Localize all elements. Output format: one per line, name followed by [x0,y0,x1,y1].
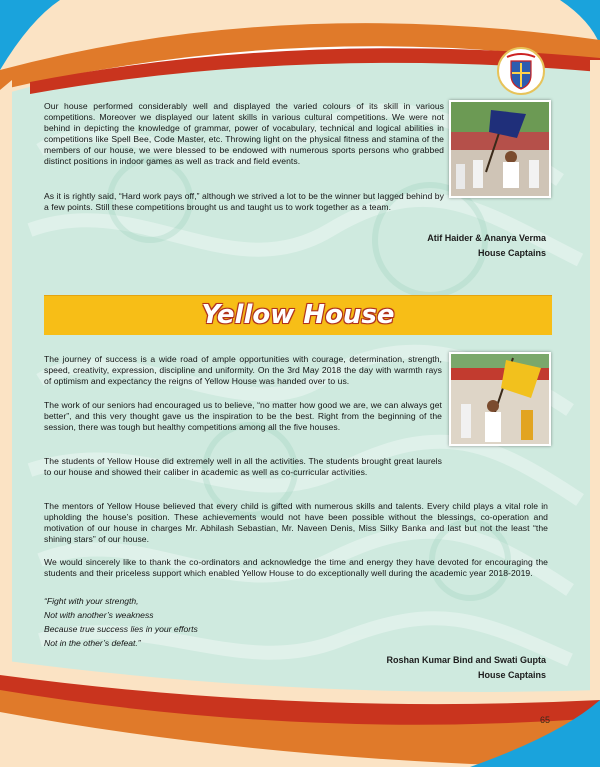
top-paragraph-2: As it is rightly said, “Hard work pays off,” although we strived a lot to be the winner but lagged behind by a few points. Still these competitions brought us and taught us to work together as a team. [44,191,444,212]
page-number: 65 [540,715,551,725]
top-paragraph-1: Our house performed considerably well and displayed the varied colours of its skill in various competitions. Moreover we displayed our latent skills in various cultural competitions. We were not behind in depicting the knowledge of grammar, power of vocabulary, technical and logical abilities in competitions like Spell Bee, Code Master, etc. Throwing light on the physical fitness and stamina of the members of our house, we were blessed to be endowed with numerous sports persons who grabbed distinct positions in indoor games as well as track and field events. [44,101,444,166]
quote-line-2: Not with another’s weakness [44,610,154,620]
yellow-paragraph-4: The mentors of Yellow House believed that every child is gifted with numerous skills and talents. Every child plays a vital role in upholding the house’s position. These achievements would not have been possible without the blessings, co-operation and motivation of our house in charges Mr. Abhilash Sebastian, Mr. Naveen Denis, Miss Silky Banka and last but not the least “the shining stars” of our house. [44,501,548,544]
quote-line-3: Because true success lies in your efforts [44,624,198,634]
quote-line-4: Not in the other’s defeat.” [44,638,141,648]
quote-block [44,594,344,650]
yellow-house-title: Yellow House [201,300,395,330]
flag-parade-photo [449,100,551,198]
yellow-signature-role: House Captains [477,670,546,680]
quote-line-1: “Fight with your strength, [44,596,139,606]
yellow-paragraph-2: The work of our seniors had encouraged us to believe, “no matter how good we are, we can always get better”, and this very thought gave us the inspiration to be the best. Right from the beginning of the session, there was tough but healthy competitions among all the five houses. [44,400,442,432]
yellow-signature [250,653,546,683]
yellow-flag-parade-photo [449,352,551,446]
yellow-signature-names: Roshan Kumar Bind and Swati Gupta [386,655,546,665]
top-signature-role: House Captains [477,248,546,258]
school-crest-icon [497,47,545,95]
top-signature [250,231,546,261]
yellow-house-banner [44,295,552,335]
yellow-paragraph-5: We would sincerely like to thank the co-ordinators and acknowledge the time and energy they have devoted for encouraging the students and their priceless support which enabled Yellow House to do exceptionally well during the academic year 2018-2019. [44,557,548,578]
top-signature-names: Atif Haider & Ananya Verma [427,233,546,243]
yellow-paragraph-3: The students of Yellow House did extremely well in all the activities. The students brought great laurels to our house and showed their caliber in academic as well as co-curricular activities. [44,456,442,477]
yellow-paragraph-1: The journey of success is a wide road of ample opportunities with courage, determination, strength, speed, creativity, expression, discipline and uniformity. On the 3rd May 2018 the day with warmth rays of optimism and expectancy the reigns of Yellow House was handed over to us. [44,354,442,386]
